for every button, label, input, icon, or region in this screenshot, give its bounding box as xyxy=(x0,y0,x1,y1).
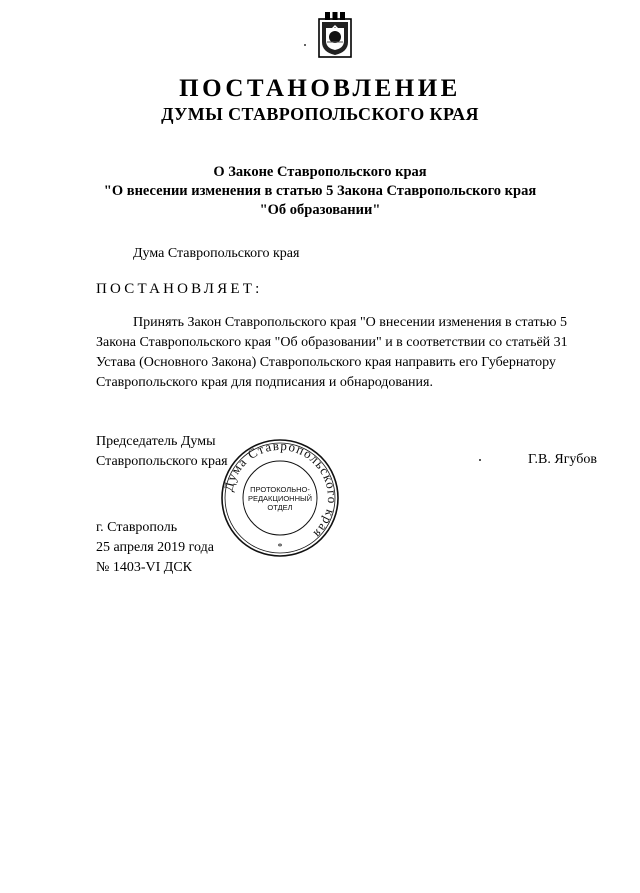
resolution-paragraph xyxy=(96,313,606,393)
stamp-inner-line: ПРОТОКОЛЬНО- xyxy=(250,485,310,494)
signatory-position xyxy=(96,432,228,472)
signatory-name: Г.В. Ягубов xyxy=(528,452,597,467)
scan-speck xyxy=(479,459,481,461)
paragraph-line: Ставропольского края для подписания и обнародования. xyxy=(96,375,433,390)
paragraph-line: Закона Ставропольского края "Об образовании" и в соответствии со статьёй 31 xyxy=(96,335,568,350)
document-footer xyxy=(96,518,214,578)
law-heading-line: "О внесении изменения в статью 5 Закона Ставропольского края xyxy=(103,183,537,199)
document-number: № 1403-VI ДСК xyxy=(96,560,193,575)
resolves-heading: ПОСТАНОВЛЯЕТ: xyxy=(96,281,263,297)
law-heading xyxy=(0,163,640,220)
position-line: Председатель Думы xyxy=(96,434,216,449)
position-line: Ставропольского края xyxy=(96,454,228,469)
document-subtitle: ДУМЫ СТАВРОПОЛЬСКОГО КРАЯ xyxy=(161,104,479,124)
law-heading-line: О Законе Ставропольского края xyxy=(213,164,427,180)
stamp-inner-line: ОТДЕЛ xyxy=(267,503,293,512)
scan-speck xyxy=(304,44,306,46)
date-line: 25 апреля 2019 года xyxy=(96,540,214,555)
stamp-star: * xyxy=(277,542,283,553)
city-line: г. Ставрополь xyxy=(96,520,178,535)
law-heading-line: "Об образовании" xyxy=(259,202,381,218)
coat-of-arms-icon xyxy=(318,12,352,58)
paragraph-line: Принять Закон Ставропольского края "О внесении изменения в статью 5 xyxy=(133,315,567,330)
stamp-outer-text: Дума Ставропольского края xyxy=(220,437,341,543)
official-stamp xyxy=(218,436,342,560)
paragraph-line: Устава (Основного Закона) Ставропольского края направить его Губернатору xyxy=(96,355,556,370)
assembly-name: Дума Ставропольского края xyxy=(133,246,300,261)
document-title: ПОСТАНОВЛЕНИЕ xyxy=(179,75,461,102)
stamp-inner-line: РЕДАКЦИОННЫЙ xyxy=(247,494,313,503)
